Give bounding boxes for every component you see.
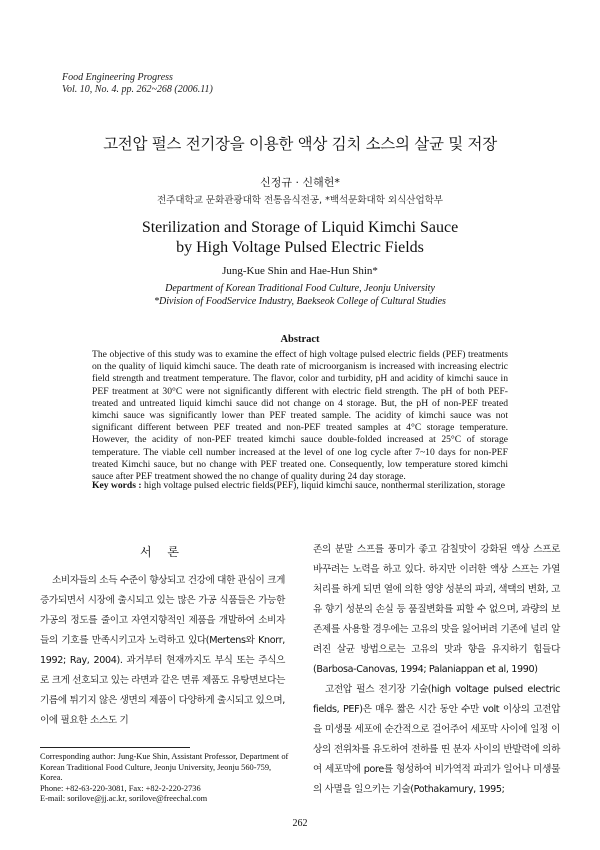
intro-paragraph-1: 소비자들의 소득 수준이 향상되고 건강에 대한 관심이 크게 증가되면서 시장에 출시되고 있는 많은 가공 식품들은 가능한 가공의 정도를 줄이고 자연지향적인 제품을 개발하여 소비자들의 기호를 만족시키고자 노력하고 있다(Mertens와 Knorr, 1992; Ray, 2004). 과거부터 현재까지도 부식 또는 주식으로 크게 선호되고 있는 라면과 같은 면류 제품도 유탕면보다는 기름에 튀기지 않은 생면의 제품이 다양하게 출시되고 있으며, 이에 필요한 소스도 기 bbox=[40, 575, 285, 726]
english-title bbox=[0, 218, 600, 258]
korean-affiliation: 전주대학교 문화관광대학 전통음식전공, *백석문화대학 외식산업학부 bbox=[157, 195, 443, 206]
journal-volume: Vol. 10, No. 4. pp. 262~268 (2006.11) bbox=[62, 84, 213, 95]
korean-title: 고전압 펄스 전기장을 이용한 액상 김치 소스의 살균 및 저장 bbox=[103, 135, 497, 153]
body-column-right bbox=[313, 540, 560, 800]
footnote-email: E-mail: sorilove@jj.ac.kr, sorilove@freechal.com bbox=[40, 794, 208, 804]
english-authors: Jung-Kue Shin and Hae-Hun Shin* bbox=[222, 265, 378, 277]
affiliation-line2: *Division of FoodService Industry, Baekseok College of Cultural Studies bbox=[154, 296, 446, 307]
page-number: 262 bbox=[292, 818, 308, 829]
abstract-text: The objective of this study was to examine the effect of high voltage pulsed electric fields (PEF) treatments on the quality of liquid kimchi sauce. The death rate of microorganism is increased with increasing electric field strength and treatment temperature. The flavor, color and turbidity, pH and acidity of kimchi sauce in PEF treatment at 30°C were not significantly different with electric field strength. The pH of both PEF-treated and untreated liquid kimchi sauce did not change on 4 storage. But, the pH of non-PEF treated kimchi sauce was significantly lower than PEF treated sample. The acidity of kimchi sauce was not significant different between PEF treated and non-PEF treated samples at 4°C storage temperature. However, the acidity of non-PEF treated kimchi sauce double-folded increased at 25°C of storage temperature. The viable cell number increased at the level of one log cycle after 7~10 days for non-PEF treated Kimchi sauce, but no change with PEF treated one. Consequently, low temperature stored kimchi sauce after PEF treatment showed the no change of quality during 24 day storage. bbox=[92, 349, 508, 483]
korean-authors: 신정규 · 신해헌* bbox=[260, 176, 340, 189]
section-heading-introduction: 서 론 bbox=[140, 545, 185, 559]
keywords-label: Key words : bbox=[92, 480, 142, 491]
footnote-author: Corresponding author: Jung-Kue Shin, Assistant Professor, Department of Korean Traditional Food Culture, Jeonju University, Jeonju 560-759, Korea. bbox=[40, 752, 289, 783]
intro-paragraph-1-continued: 존의 분말 스프를 풍미가 좋고 감칠맛이 강화된 액상 스프로 바꾸려는 노력을 하고 있다. 하지만 이러한 액상 스프는 가열처리를 하게 되면 열에 의한 영양 성분의 파괴, 색택의 변화, 고유 향기 성분의 손실 등 품질변화를 피할 수 없으며, 과량의 보존제를 사용할 경우에는 고유의 맛을 잃어버려 기존에 널리 알려진 살균 방법으로는 고유의 맛과 향을 유지하기 힘들다(Barbosa-Canovas, 1994; Palaniappan et al, 1990) bbox=[313, 544, 560, 675]
intro-paragraph-2: 고전압 펄스 전기장 기술(high voltage pulsed electric fields, PEF)은 매우 짧은 시간 동안 수만 volt 이상의 고전압을 미생물 세포에 순간적으로 걸어주어 세포막 사이에 일정 이상의 전위차를 유도하여 전하를 띤 분자 사이의 반발력에 의하여 세포막에 pore를 형성하여 비가역적 파괴가 일어나 미생물의 사멸을 일으키는 기술(Pothakamury, 1995; bbox=[313, 684, 560, 795]
abstract-heading: Abstract bbox=[280, 334, 320, 345]
corresponding-author-footnote bbox=[40, 752, 290, 805]
english-affiliation bbox=[0, 282, 600, 308]
footnote-phone: Phone: +82-63-220-3081, Fax: +82-2-220-2736 bbox=[40, 783, 201, 793]
keywords bbox=[92, 480, 508, 492]
affiliation-line1: Department of Korean Traditional Food Culture, Jeonju University bbox=[165, 283, 435, 294]
journal-header bbox=[62, 72, 213, 96]
keywords-text: high voltage pulsed electric fields(PEF), liquid kimchi sauce, nonthermal sterilization, storage bbox=[141, 480, 505, 491]
english-title-line2: by High Voltage Pulsed Electric Fields bbox=[176, 239, 424, 256]
footnote-divider bbox=[40, 747, 190, 748]
journal-name: Food Engineering Progress bbox=[62, 72, 173, 83]
body-column-left bbox=[40, 571, 285, 731]
english-title-line1: Sterilization and Storage of Liquid Kimchi Sauce bbox=[141, 219, 459, 236]
